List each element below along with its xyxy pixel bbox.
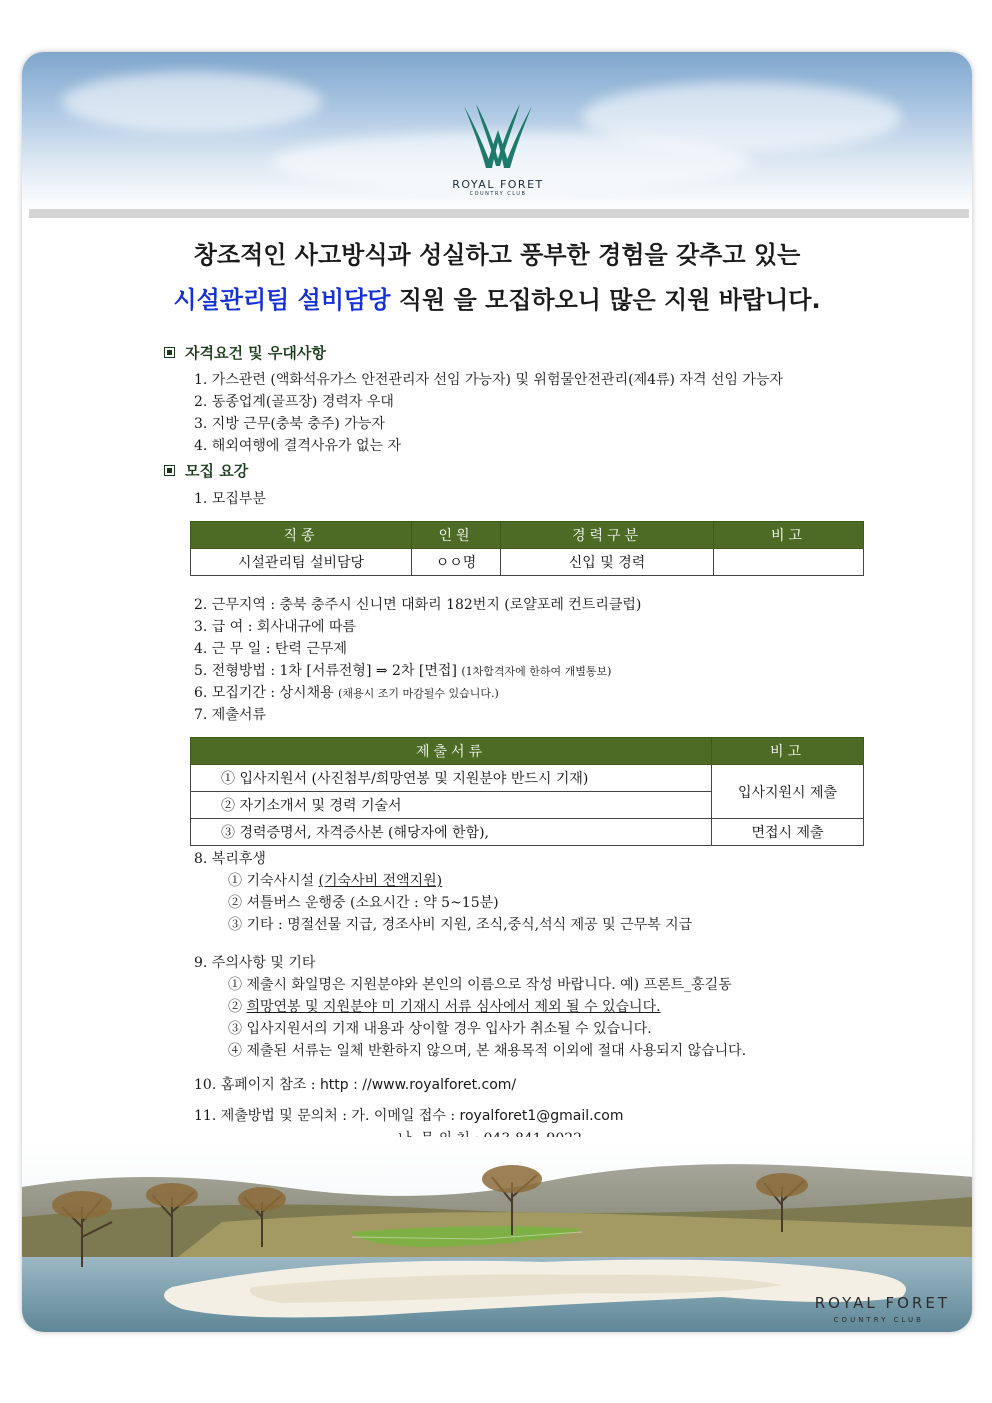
section-recruit	[164, 460, 248, 481]
section-title: 자격요건 및 우대사항	[185, 344, 326, 362]
table-header: 비고	[714, 522, 864, 549]
section-bullet-icon	[164, 465, 175, 476]
benefit-item	[228, 870, 442, 890]
footer-brand-subtitle: COUNTRY CLUB	[833, 1316, 924, 1324]
recruit-item-3: 3. 급 여 : 회사내규에 따름	[194, 619, 357, 635]
notice-item	[228, 996, 661, 1016]
item-text: ① 기숙사시설	[228, 873, 319, 889]
homepage-link[interactable]: http : //www.royalforet.com/	[319, 1077, 517, 1093]
table-header: 비고	[712, 738, 864, 765]
recruit-item-8: 8. 복리후생	[194, 851, 266, 867]
section-bullet-icon	[164, 347, 175, 358]
table-header-row	[191, 738, 864, 765]
golf-course-photo	[22, 1137, 972, 1332]
item-text: 10. 홈페이지 참조 :	[194, 1077, 320, 1093]
table-row	[191, 819, 864, 846]
table-cell: ① 입사지원서 (사진첨부/희망연봉 및 지원분야 반드시 기재)	[191, 765, 712, 792]
brand-subtitle: COUNTRY CLUB	[469, 191, 527, 197]
recruit-item-2: 2. 근무지역 : 충북 충주시 신니면 대화리 182번지 (로얄포레 컨트리클럽)	[194, 597, 642, 613]
body-content	[22, 52, 972, 1152]
table-header: 제출서류	[191, 738, 712, 765]
recruit-item-10	[194, 1074, 516, 1094]
recruit-item-1: 1. 모집부분	[194, 491, 266, 507]
section-qualifications	[164, 342, 326, 363]
qualification-item: 4. 해외여행에 결격사유가 없는 자	[194, 438, 401, 454]
headline-line-1: 창조적인 사고방식과 성실하고 풍부한 경험을 갖추고 있는	[193, 241, 801, 269]
item-underlined: 희망연봉 및 지원분야 미 기재시 서류 심사에서 제외 될 수 있습니다.	[246, 999, 661, 1015]
documents-table	[190, 737, 864, 846]
qualification-item: 2. 동종업계(골프장) 경력자 우대	[194, 394, 394, 410]
table-cell: 신입 및 경력	[501, 549, 714, 576]
position-table	[190, 521, 864, 576]
section-title: 모집 요강	[185, 462, 249, 480]
brand-name: ROYAL FORET	[452, 178, 544, 191]
item-text: 5. 전형방법 : 1차 [서류전형] ⇒ 2차 [면접]	[194, 663, 457, 679]
table-header-row	[191, 522, 864, 549]
headline-highlight: 시설관리팀 설비담당	[173, 286, 391, 314]
table-header: 인원	[412, 522, 501, 549]
table-cell: 시설관리팀 설비담당	[191, 549, 412, 576]
table-header: 직종	[191, 522, 412, 549]
notice-item: ③ 입사지원서의 기재 내용과 상이할 경우 입사가 취소될 수 있습니다.	[228, 1021, 652, 1037]
table-cell: ② 자기소개서 및 경력 기술서	[191, 792, 712, 819]
item-underlined: (기숙사비 전액지원)	[318, 873, 443, 889]
footer-brand-name: ROYAL FORET	[814, 1294, 950, 1312]
qualification-item: 3. 지방 근무(충북 충주) 가능자	[194, 416, 385, 432]
benefit-item: ② 셔틀버스 운행중 (소요시간 : 약 5~15분)	[228, 895, 499, 911]
table-cell	[714, 549, 864, 576]
notice-item: ④ 제출된 서류는 일체 반환하지 않으며, 본 채용목적 이외에 절대 사용되지 않습니다.	[228, 1043, 747, 1059]
poster-frame	[22, 52, 972, 1332]
recruit-item-5	[194, 660, 611, 680]
recruit-item-4: 4. 근 무 일 : 탄력 근무제	[194, 641, 347, 657]
recruit-item-9: 9. 주의사항 및 기타	[194, 955, 316, 971]
item-text: ②	[228, 999, 247, 1015]
item-note: (채용시 조기 마감될수 있습니다.)	[338, 687, 499, 700]
notice-item: ① 제출시 화일명은 지원분야와 본인의 이름으로 작성 바랍니다. 예) 프론트_홍길동	[228, 977, 732, 993]
headline-rest: 직원 을 모집하오니 많은 지원 바랍니다.	[390, 286, 821, 314]
table-row	[191, 549, 864, 576]
item-note: (1차합격자에 한하여 개별통보)	[461, 665, 612, 678]
table-cell: 면접시 제출	[712, 819, 864, 846]
benefit-item: ③ 기타 : 명절선물 지급, 경조사비 지원, 조식,중식,석식 제공 및 근무복 지급	[228, 917, 693, 933]
table-cell: ㅇㅇ명	[412, 549, 501, 576]
table-header: 경력구분	[501, 522, 714, 549]
item-text: 6. 모집기간 : 상시채용	[194, 685, 334, 701]
qualification-item: 1. 가스관련 (액화석유가스 안전관리자 선임 가능자) 및 위험물안전관리(제4류) 자격 선임 가능자	[194, 372, 784, 388]
recruit-item-7: 7. 제출서류	[194, 707, 266, 723]
table-cell: ③ 경력증명서, 자격증사본 (해당자에 한함),	[191, 819, 712, 846]
table-cell: 입사지원시 제출	[712, 765, 864, 819]
recruit-item-6	[194, 682, 499, 702]
item-text: 11. 제출방법 및 문의처 : 가. 이메일 접수 :	[194, 1108, 460, 1124]
table-row	[191, 765, 864, 792]
recruit-item-11	[194, 1105, 624, 1125]
email-link[interactable]: royalforet1@gmail.com	[459, 1108, 624, 1124]
